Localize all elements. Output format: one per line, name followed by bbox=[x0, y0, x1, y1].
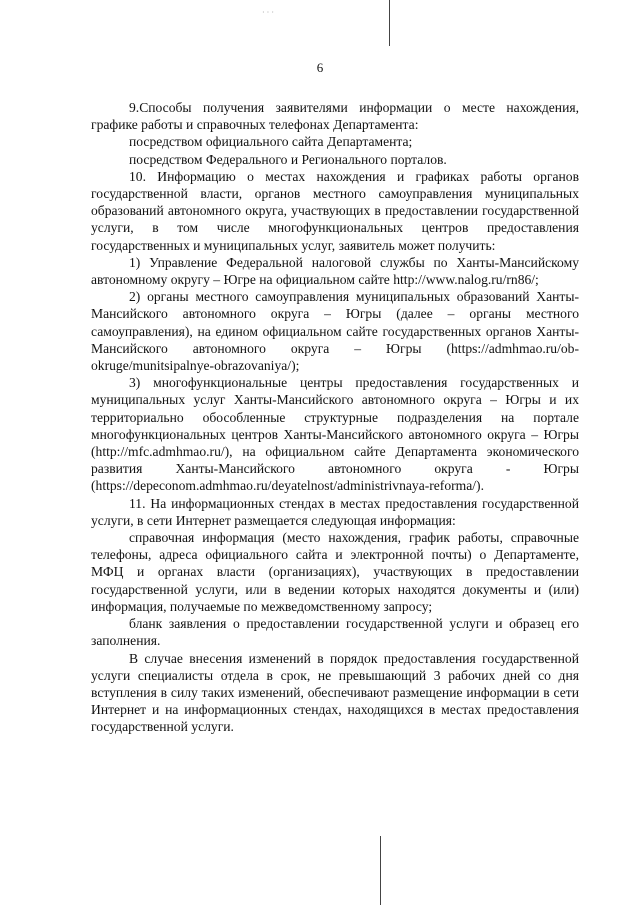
scan-artifact-line-bottom bbox=[380, 836, 381, 905]
paragraph-10: 10. Информацию о местах нахождения и графиках работы органов государственной власти, органов местного самоуправления муниципальных образований автономного округа, участвующих в предоставлении государственной услуги, в том числе многофункциональных центров предоставления государственных и муниципальных услуг, заявитель может получить: bbox=[91, 168, 579, 253]
paragraph-10-item-2: 2) органы местного самоуправления муниципальных образований Ханты-Мансийского автономного округа – Югры (далее – органы местного самоуправления), на едином официальном сайте государственных органов Ханты-Мансийского автономного округа – Югры (https://admhmao.ru/ob-okruge/munitsipalnye-obrazovaniya/); bbox=[91, 289, 579, 374]
paragraph-9-item-portals: посредством Федерального и Регионального порталов. bbox=[129, 151, 447, 167]
paragraph-10-item-3: 3) многофункциональные центры предоставления государственных и муниципальных услуг Ханты-Мансийского автономного округа – Югры и их территориально обособленные структурные подразделения на портале многофункциональных центров Ханты-Мансийского автономного округа – Югры (http://mfc.admhmao.ru/), на официальном сайте Департамента экономического развития Ханты-Мансийского автономного округа - Югры (https://depeconom.admhmao.ru/deyatelnost/administrivnaya-reforma/). bbox=[91, 375, 579, 494]
paragraph-10-item-1: 1) Управление Федеральной налоговой службы по Ханты-Мансийскому автономному округу – Югре на официальном сайте http://www.nalog.ru/rn86/; bbox=[91, 254, 579, 288]
paragraph-11-application-form: бланк заявления о предоставлении государственной услуги и образец его заполнения. bbox=[91, 616, 579, 649]
paragraph-11: 11. На информационных стендах в местах предоставления государственной услуги, в сети Интернет размещается следующая информация: bbox=[91, 495, 579, 528]
scan-artifact-line-top bbox=[389, 0, 390, 46]
paragraph-11-reference-info: справочная информация (место нахождения, график работы, справочные телефоны, адреса официального сайта и электронной почты) о Департаменте, МФЦ и органах власти (организациях), участвующих в предоставлении государственной услуги, или в ведении которых находятся документы и (или) информация, получаемые по межведомственному запросу; bbox=[91, 530, 579, 614]
paragraph-9: 9.Способы получения заявителями информации о месте нахождения, графике работы и справочных телефонах Департамента: bbox=[91, 100, 579, 133]
document-body bbox=[91, 99, 579, 736]
paragraph-9-item-site: посредством официального сайта Департамента; bbox=[129, 134, 413, 150]
paragraph-changes: В случае внесения изменений в порядок предоставления государственной услуги специалисты отдела в срок, не превышающий 3 рабочих дней со дня вступления в силу таких изменений, обеспечивают размещение информации в сети Интернет и на информационных стендах, находящихся в местах предоставления государственной услуги. bbox=[91, 650, 579, 735]
scan-artifact-specks: · · · bbox=[262, 8, 274, 17]
page-number: 6 bbox=[316, 60, 324, 75]
